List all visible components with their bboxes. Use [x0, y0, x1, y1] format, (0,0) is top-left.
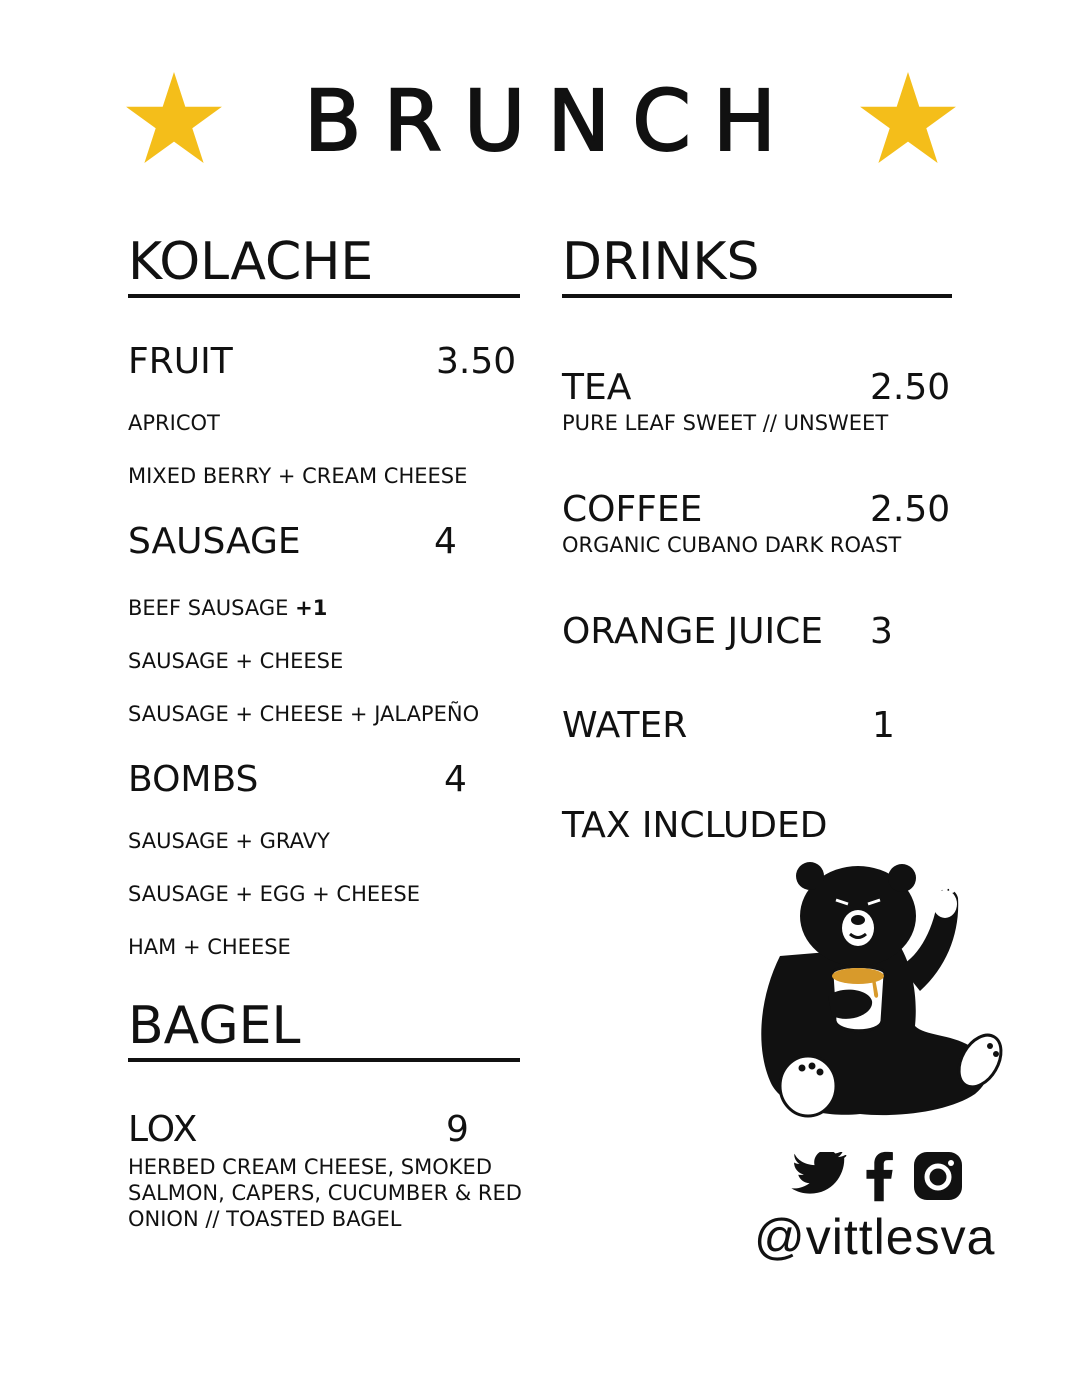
drinks-divider [562, 294, 952, 298]
social-icons [790, 1148, 966, 1204]
drinks-heading: DRINKS [562, 232, 760, 292]
tax-note: TAX INCLUDED [562, 805, 828, 846]
page-title: BRUNCH [303, 72, 799, 170]
tea-description: PURE LEAF SWEET // UNSWEET [562, 411, 889, 435]
water-item: WATER [562, 705, 688, 746]
sausage-price: 4 [434, 521, 457, 562]
description-line: ONION // TOASTED BAGEL [128, 1207, 402, 1231]
lox-price: 9 [446, 1109, 469, 1150]
coffee-item: COFFEE [562, 489, 703, 530]
menu-item [128, 598, 327, 619]
tea-item: TEA [562, 367, 632, 408]
orange-juice-item: ORANGE JUICE [562, 611, 823, 652]
bagel-divider [128, 1058, 520, 1062]
description-line: HERBED CREAM CHEESE, SMOKED [128, 1155, 492, 1179]
menu-item: MIXED BERRY + CREAM CHEESE [128, 464, 468, 488]
orange-juice-price: 3 [870, 611, 893, 652]
lox-item: LOX [128, 1109, 198, 1150]
coffee-description: ORGANIC CUBANO DARK ROAST [562, 533, 902, 557]
kolache-divider [128, 294, 520, 298]
kolache-heading: KOLACHE [128, 232, 374, 292]
water-price: 1 [872, 705, 895, 746]
coffee-price: 2.50 [870, 489, 951, 530]
social-handle: @vittlesva [754, 1209, 996, 1265]
twitter-icon[interactable] [790, 1152, 848, 1200]
tea-price: 2.50 [870, 367, 951, 408]
sausage-category: SAUSAGE [128, 521, 301, 562]
star-icon-right [860, 72, 956, 164]
extra-charge: +1 [295, 596, 328, 620]
menu-item: SAUSAGE + EGG + CHEESE [128, 882, 421, 906]
instagram-icon[interactable] [912, 1150, 964, 1202]
menu-item: HAM + CHEESE [128, 935, 291, 959]
fruit-category: FRUIT [128, 341, 233, 382]
bombs-category: BOMBS [128, 759, 259, 800]
menu-item: SAUSAGE + CHEESE [128, 649, 344, 673]
description-line: SALMON, CAPERS, CUCUMBER & RED [128, 1181, 522, 1205]
menu-item-label: BEEF SAUSAGE [128, 596, 296, 620]
fruit-price: 3.50 [436, 341, 517, 382]
menu-item: SAUSAGE + GRAVY [128, 829, 330, 853]
lox-description [128, 1154, 522, 1232]
bear-mascot-illustration [740, 856, 1020, 1126]
bombs-price: 4 [444, 759, 467, 800]
bagel-heading: BAGEL [128, 996, 301, 1056]
menu-item: SAUSAGE + CHEESE + JALAPEÑO [128, 702, 480, 726]
facebook-icon[interactable] [866, 1150, 894, 1202]
menu-item: APRICOT [128, 411, 220, 435]
